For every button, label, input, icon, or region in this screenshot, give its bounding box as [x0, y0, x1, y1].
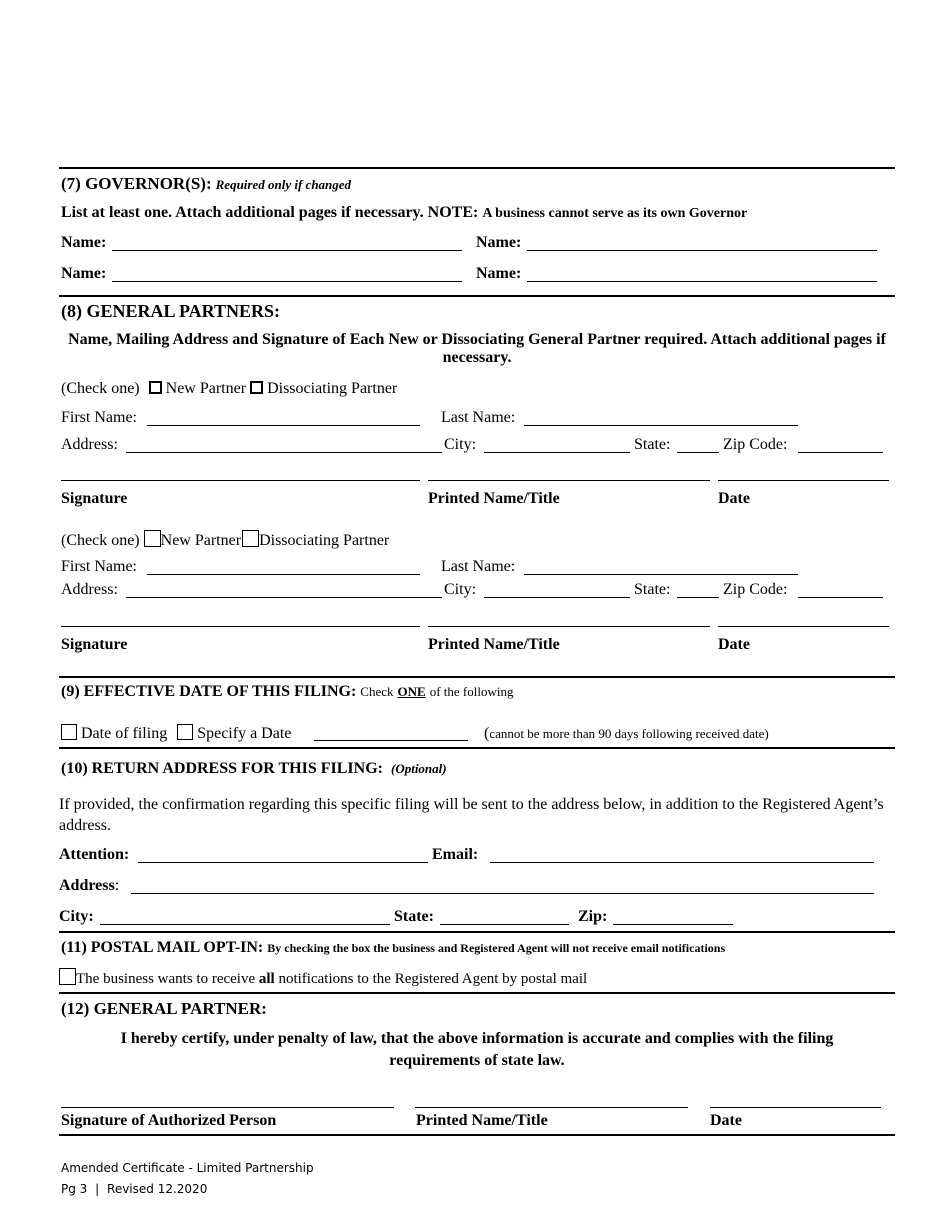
effective-date-row: Date of filing Specify a Date: [61, 724, 291, 743]
partner-1-address-label: Address:: [61, 436, 118, 453]
partner-1-city-label: City:: [444, 436, 477, 453]
partner-1-state-field[interactable]: [677, 452, 719, 453]
section-10-description: If provided, the confirmation regarding this specific filing will be sent to the address below, in addition to the Registered Agent’s address.: [59, 796, 884, 834]
attention-field[interactable]: [138, 862, 428, 863]
authorized-date-line[interactable]: [710, 1107, 881, 1108]
section-12-bottom-rule: [59, 1134, 895, 1136]
section-8-heading: (8) GENERAL PARTNERS:: [61, 301, 281, 321]
footer-separator: |: [95, 1182, 100, 1196]
partner-2-check-row: (Check one) New Partner Dissociating Partner: [61, 532, 390, 549]
section-9-top-rule: [59, 676, 895, 678]
return-address-field[interactable]: [131, 893, 874, 894]
postal-opt-in-row: The business wants to receive all notifications to the Registered Agent by postal mail: [59, 968, 587, 988]
authorized-printed-name-label: Printed Name/Title: [416, 1112, 548, 1129]
partner-2-first-name-label: First Name:: [61, 558, 137, 575]
certification-statement: I hereby certify, under penalty of law, that the above information is accurate and complies with the filing requirements of state law.: [120, 1030, 834, 1069]
partner-2-state-field[interactable]: [677, 597, 719, 598]
governor-name-label-1: Name:: [61, 234, 107, 251]
section-11-top-rule: [59, 931, 895, 933]
section-7-instruction: List at least one. Attach additional pages if necessary. NOTE: A business cannot serve as its own Governor: [61, 204, 748, 221]
governor-name-field-2[interactable]: [527, 250, 877, 251]
return-address-label: Address:: [59, 877, 120, 894]
section-7-heading: (7) GOVERNOR(S):: [61, 174, 212, 193]
partner-2-address-field[interactable]: [126, 597, 442, 598]
partner-2-dissociating-checkbox[interactable]: [242, 530, 259, 547]
partner-1-check-row: (Check one) New Partner Dissociating Partner: [61, 380, 398, 397]
partner-2-date-label: Date: [718, 636, 750, 653]
partner-2-last-name-field[interactable]: [524, 574, 798, 575]
section-12-heading: (12) GENERAL PARTNER:: [61, 999, 267, 1018]
partner-2-printed-name-line[interactable]: [428, 626, 710, 627]
footer-page: Pg 3: [61, 1182, 88, 1196]
partner-1-last-name-field[interactable]: [524, 425, 798, 426]
partner-2-signature-label: Signature: [61, 636, 128, 653]
return-state-label: State:: [394, 908, 434, 925]
partner-1-signature-line[interactable]: [61, 480, 420, 481]
section-10-top-rule: [59, 747, 895, 749]
footer-page-info: [61, 1182, 207, 1196]
partner-1-signature-label: Signature: [61, 490, 128, 507]
section-7-top-rule: [59, 167, 895, 169]
return-city-label: City:: [59, 908, 94, 925]
governor-name-label-4: Name:: [476, 265, 522, 282]
attention-label: Attention:: [59, 846, 130, 863]
email-field[interactable]: [490, 862, 874, 863]
date-of-filing-checkbox[interactable]: [61, 724, 77, 740]
partner-2-zip-field[interactable]: [798, 597, 883, 598]
partner-1-date-label: Date: [718, 490, 750, 507]
postal-opt-in-checkbox[interactable]: [59, 968, 76, 985]
partner-2-first-name-field[interactable]: [147, 574, 420, 575]
partner-1-printed-name-line[interactable]: [428, 480, 710, 481]
authorized-printed-name-line[interactable]: [415, 1107, 688, 1108]
section-7-note: Required only if changed: [215, 177, 352, 192]
section-11-heading: (11) POSTAL MAIL OPT-IN:: [61, 939, 264, 956]
section-8-top-rule: [59, 295, 895, 297]
partner-1-zip-label: Zip Code:: [723, 436, 788, 453]
partner-1-dissociating-checkbox[interactable]: [250, 381, 263, 394]
partner-2-zip-label: Zip Code:: [723, 581, 788, 598]
authorized-date-label: Date: [710, 1112, 742, 1129]
partner-2-address-label: Address:: [61, 581, 118, 598]
partner-2-new-checkbox[interactable]: [144, 530, 161, 547]
return-zip-label: Zip:: [578, 908, 608, 925]
authorized-signature-label: Signature of Authorized Person: [61, 1112, 277, 1129]
partner-1-date-line[interactable]: [718, 480, 889, 481]
partner-2-city-label: City:: [444, 581, 477, 598]
governor-name-field-4[interactable]: [527, 281, 877, 282]
footer-title: Amended Certificate - Limited Partnership: [61, 1161, 314, 1175]
authorized-signature-line[interactable]: [61, 1107, 394, 1108]
partner-2-signature-line[interactable]: [61, 626, 420, 627]
partner-2-last-name-label: Last Name:: [441, 558, 516, 575]
section-8-instruction: Name, Mailing Address and Signature of Each New or Dissociating General Partner required. Attach additional pages if necessary.: [68, 331, 886, 366]
effective-date-note: (cannot be more than 90 days following received date): [484, 725, 769, 742]
partner-1-state-label: State:: [634, 436, 671, 453]
partner-1-address-field[interactable]: [126, 452, 442, 453]
section-9-header: (9) EFFECTIVE DATE OF THIS FILING: Check ONE of the following: [61, 683, 514, 700]
governor-name-field-3[interactable]: [112, 281, 462, 282]
partner-2-printed-name-label: Printed Name/Title: [428, 636, 560, 653]
partner-1-printed-name-label: Printed Name/Title: [428, 490, 560, 507]
section-11-header: (11) POSTAL MAIL OPT-IN: By checking the box the business and Registered Agent will not receive email notifications: [61, 939, 726, 956]
specify-date-checkbox[interactable]: [177, 724, 193, 740]
governor-name-field-1[interactable]: [112, 250, 462, 251]
return-city-field[interactable]: [100, 924, 390, 925]
partner-2-date-line[interactable]: [718, 626, 889, 627]
partner-2-city-field[interactable]: [484, 597, 630, 598]
partner-1-last-name-label: Last Name:: [441, 409, 516, 426]
partner-1-first-name-label: First Name:: [61, 409, 137, 426]
return-state-field[interactable]: [440, 924, 569, 925]
specify-date-field[interactable]: [314, 740, 468, 741]
partner-1-new-checkbox[interactable]: [149, 381, 162, 394]
governor-name-label-2: Name:: [476, 234, 522, 251]
section-10-header: (10) RETURN ADDRESS FOR THIS FILING: (Optional): [61, 760, 447, 777]
partner-1-city-field[interactable]: [484, 452, 630, 453]
partner-1-first-name-field[interactable]: [147, 425, 420, 426]
partner-1-zip-field[interactable]: [798, 452, 883, 453]
partner-2-state-label: State:: [634, 581, 671, 598]
return-zip-field[interactable]: [613, 924, 733, 925]
section-12-top-rule: [59, 992, 895, 994]
section-10-heading: (10) RETURN ADDRESS FOR THIS FILING:: [61, 760, 383, 777]
email-label: Email:: [432, 846, 479, 863]
section-9-heading: (9) EFFECTIVE DATE OF THIS FILING:: [61, 683, 357, 700]
section-7-header: [61, 174, 351, 194]
governor-name-label-3: Name:: [61, 265, 107, 282]
footer-revised: Revised 12.2020: [107, 1182, 208, 1196]
